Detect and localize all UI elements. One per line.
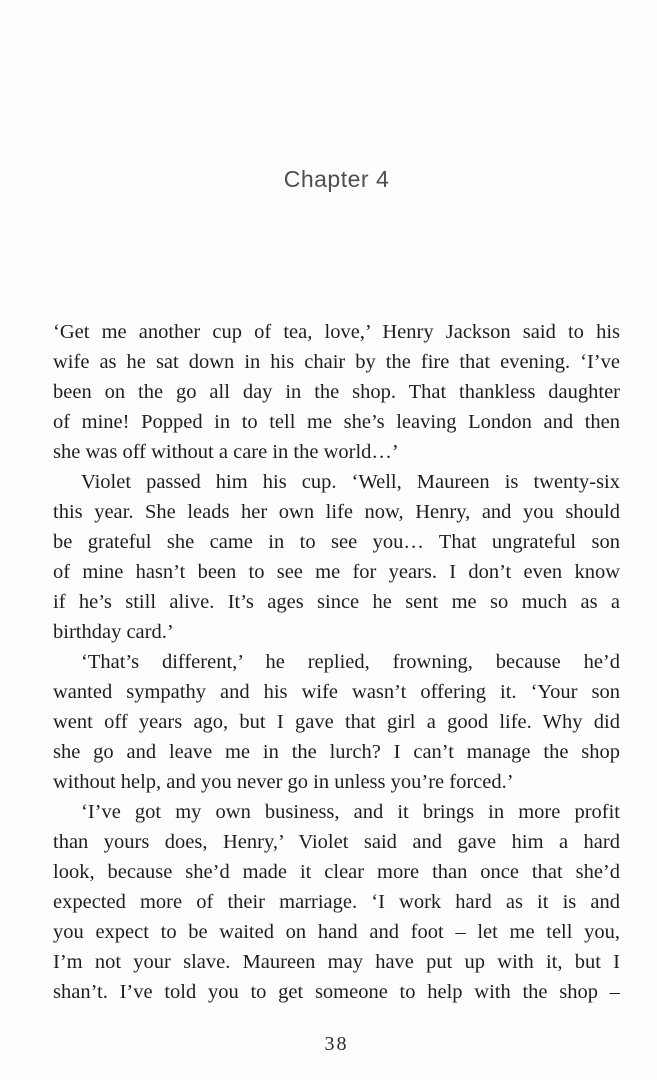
text-line: look, because she’d made it clear more than once that she’d	[53, 861, 620, 883]
text-line: wife as he sat down in his chair by the fire that evening. ‘I’ve	[53, 351, 620, 373]
chapter-heading: Chapter 4	[283, 166, 390, 192]
body-text	[53, 317, 620, 1007]
text-line: Violet passed him his cup. ‘Well, Maureen is twenty-six	[81, 471, 620, 493]
paragraph	[53, 467, 620, 647]
text-line: went off years ago, but I gave that girl a good life. Why did	[53, 711, 620, 733]
text-line: birthday card.’	[53, 621, 174, 643]
text-line: ‘I’ve got my own business, and it brings in more profit	[81, 801, 620, 823]
text-line: she go and leave me in the lurch? I can’t manage the shop	[53, 741, 620, 763]
text-line: ‘Get me another cup of tea, love,’ Henry Jackson said to his	[53, 321, 620, 343]
text-line: shan’t. I’ve told you to get someone to help with the shop –	[53, 981, 620, 1003]
text-line: this year. She leads her own life now, Henry, and you should	[53, 501, 620, 523]
paragraph	[53, 317, 620, 467]
text-line: of mine! Popped in to tell me she’s leaving London and then	[53, 411, 620, 433]
text-line: of mine hasn’t been to see me for years. I don’t even know	[53, 561, 620, 583]
text-line: than yours does, Henry,’ Violet said and gave him a hard	[53, 831, 620, 853]
text-line: you expect to be waited on hand and foot – let me tell you,	[53, 921, 620, 943]
text-line: ‘That’s different,’ he replied, frowning, because he’d	[81, 651, 620, 673]
page-number: 38	[324, 1033, 349, 1055]
text-line: expected more of their marriage. ‘I work hard as it is and	[53, 891, 620, 913]
text-line: been on the go all day in the shop. That thankless daughter	[53, 381, 620, 403]
text-line: wanted sympathy and his wife wasn’t offering it. ‘Your son	[53, 681, 620, 703]
paragraph	[53, 797, 620, 1007]
text-line: she was off without a care in the world…’	[53, 441, 399, 463]
text-line: without help, and you never go in unless you’re forced.’	[53, 771, 514, 793]
paragraph	[53, 647, 620, 797]
text-line: I’m not your slave. Maureen may have put up with it, but I	[53, 951, 620, 973]
text-line: if he’s still alive. It’s ages since he sent me so much as a	[53, 591, 620, 613]
text-line: be grateful she came in to see you… That ungrateful son	[53, 531, 620, 553]
